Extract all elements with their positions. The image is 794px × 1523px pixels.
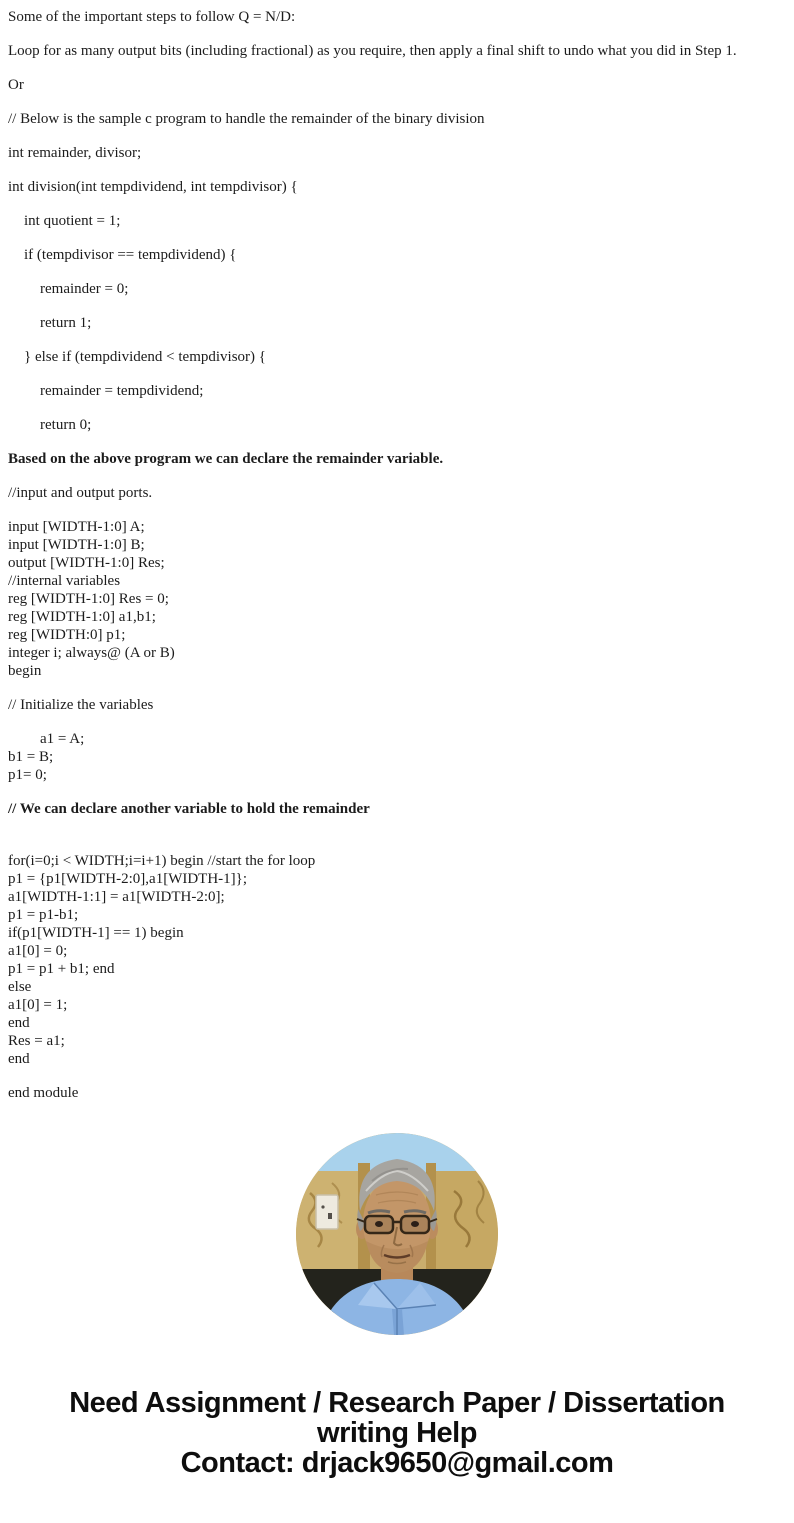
text-line: remainder = tempdividend; (40, 383, 204, 399)
footer-line-1: Need Assignment / Research Paper / Dissertation (69, 1387, 725, 1419)
text-line: } else if (tempdividend < tempdivisor) { (24, 349, 266, 365)
text-line: end (8, 1015, 30, 1031)
text-block (8, 450, 786, 468)
text-block (8, 314, 786, 332)
text-block (8, 852, 786, 1068)
text-line: return 0; (40, 417, 92, 433)
text-block (8, 212, 786, 230)
text-line: output [WIDTH-1:0] Res; (8, 555, 165, 571)
text-block (8, 110, 786, 128)
text-line: Res = a1; (8, 1033, 65, 1049)
text-line: a1[0] = 1; (8, 997, 68, 1013)
text-line: Loop for as many output bits (including fractional) as you require, then apply a final shift to undo what you did in Step 1. (8, 43, 737, 59)
text-line: reg [WIDTH-1:0] Res = 0; (8, 591, 169, 607)
text-line: Or (8, 77, 24, 93)
footer-contact: Contact: drjack9650@gmail.com (180, 1447, 614, 1479)
text-line: // Initialize the variables (8, 697, 154, 713)
text-line: b1 = B; (8, 749, 54, 765)
avatar-wrap (0, 1133, 794, 1335)
text-block (8, 8, 786, 26)
text-line: if(p1[WIDTH-1] == 1) begin (8, 925, 184, 941)
text-line: input [WIDTH-1:0] B; (8, 537, 145, 553)
text-line: input [WIDTH-1:0] A; (8, 519, 145, 535)
text-line: remainder = 0; (40, 281, 129, 297)
text-line: a1[WIDTH-1:1] = a1[WIDTH-2:0]; (8, 889, 225, 905)
text-block (8, 382, 786, 400)
text-line: //input and output ports. (8, 485, 153, 501)
text-line: end module (8, 1085, 79, 1101)
presenter-photo-illustration (296, 1133, 498, 1335)
text-line: p1 = p1 + b1; end (8, 961, 115, 977)
text-line: integer i; always@ (A or B) (8, 645, 175, 661)
text-line: a1 = A; (40, 731, 85, 747)
text-block (8, 730, 786, 784)
text-line: int remainder, divisor; (8, 145, 142, 161)
text-line: begin (8, 663, 42, 679)
footer-line-2: writing Help (317, 1417, 477, 1449)
presenter-avatar (296, 1133, 498, 1335)
text-line: p1= 0; (8, 767, 47, 783)
text-block (8, 348, 786, 366)
text-line: // Below is the sample c program to handle the remainder of the binary division (8, 111, 485, 127)
text-line: end (8, 1051, 30, 1067)
text-block (8, 696, 786, 714)
text-line: int quotient = 1; (24, 213, 121, 229)
text-line: a1[0] = 0; (8, 943, 68, 959)
text-block (8, 178, 786, 196)
text-line: return 1; (40, 315, 92, 331)
text-line: else (8, 979, 32, 995)
footer-banner (0, 1388, 794, 1478)
text-block (8, 518, 786, 680)
text-block (8, 144, 786, 162)
text-block (8, 484, 786, 502)
text-line: if (tempdivisor == tempdividend) { (24, 247, 237, 263)
text-line: //internal variables (8, 573, 121, 589)
text-line: p1 = {p1[WIDTH-2:0],a1[WIDTH-1]}; (8, 871, 248, 887)
text-block (8, 76, 786, 94)
heading-line: // We can declare another variable to hold the remainder (8, 801, 370, 817)
text-block (8, 1084, 786, 1102)
text-block (8, 800, 786, 818)
text-block (8, 280, 786, 298)
text-block (8, 42, 786, 60)
text-line: reg [WIDTH-1:0] a1,b1; (8, 609, 156, 625)
text-line: int division(int tempdividend, int tempdivisor) { (8, 179, 298, 195)
text-line: reg [WIDTH:0] p1; (8, 627, 126, 643)
heading-line: Based on the above program we can declare the remainder variable. (8, 451, 444, 467)
text-block (8, 416, 786, 434)
text-line: p1 = p1-b1; (8, 907, 79, 923)
text-block (8, 246, 786, 264)
blank-line (8, 834, 786, 836)
text-line: for(i=0;i < WIDTH;i=i+1) begin //start the for loop (8, 853, 316, 869)
text-line: Some of the important steps to follow Q = N/D: (8, 9, 296, 25)
